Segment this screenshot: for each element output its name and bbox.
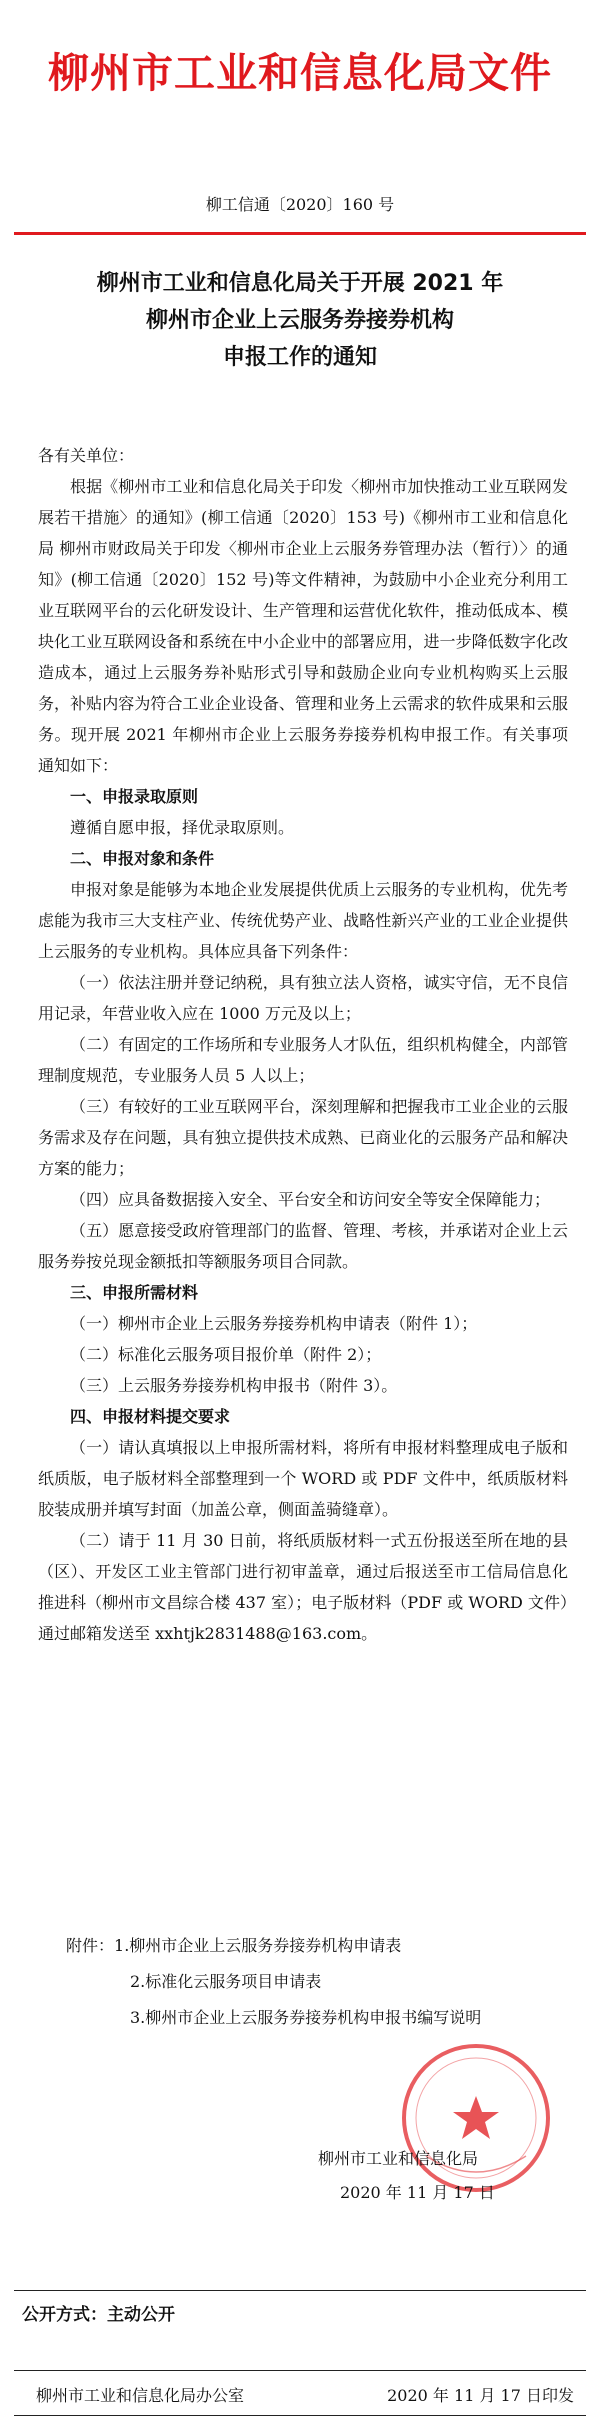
notice-title-line-3: 申报工作的通知 [222,345,377,370]
signature-date: 2020 年 11 月 17 日 [340,2183,495,2202]
footer-divider-middle [14,2370,586,2371]
attachment-row-3 [66,2000,481,2036]
section-2-condition-3: （三）有较好的工业互联网平台，深刻理解和把握我市工业企业的云服务需求及存在问题，具有独立提供技术成熟、已商业化的云服务产品和解决方案的能力； [38,1097,568,1178]
red-divider [14,232,586,235]
section-3-item-3: （三）上云服务券接券机构申报书（附件 3）。 [70,1376,398,1395]
attachments-label: 附件： [66,1936,115,1955]
section-2-condition-4: （四）应具备数据接入安全、平台安全和访问安全等安全保障能力； [70,1190,551,1209]
section-2-condition-5: （五）愿意接受政府管理部门的监督、管理、考核，并承诺对企业上云服务券按兑现金额抵扣等额服务项目合同款。 [38,1221,568,1271]
section-2-condition-2: （二）有固定的工作场所和专业服务人才队伍，组织机构健全，内部管理制度规范，专业服务人员 5 人以上； [38,1035,568,1085]
section-3-item-2: （二）标准化云服务项目报价单（附件 2）； [70,1345,382,1364]
attachment-item: 3.柳州市企业上云服务券接券机构申报书编写说明 [130,2008,482,2027]
footer-divider-bottom [14,2415,586,2416]
attachment-item: 2.标准化云服务项目申请表 [130,1972,322,1991]
issuing-office: 柳州市工业和信息化局办公室 [36,2386,245,2405]
document-number: 柳工信通〔2020〕160 号 [205,195,395,214]
signature-org: 柳州市工业和信息化局 [318,2149,479,2168]
section-1-text: 遵循自愿申报，择优录取原则。 [70,818,295,837]
salutation: 各有关单位： [38,446,135,465]
intro-paragraph: 根据《柳州市工业和信息化局关于印发〈柳州市加快推动工业互联网发展若干措施〉的通知》(柳工信通〔2020〕153 号)《柳州市工业和信息化局 柳州市财政局关于印发〈柳州市企业上云服务券管理办法（暂行）〉的通知》(柳工信通〔2020〕152 号)等文件精神，为鼓励中小企业充分利用工业互联网平台的云化研发设计、生产管理和运营优化软件，推动低成本、模块化工业互联网设备和系统在中小企业中的部署应用，进一步降低数字化改造成本，通过上云服务券补贴形式引导和鼓励企业向专业机构购买上云服务，补贴内容为符合工业企业设备、管理和业务上云需求的软件成果和云服务。现开展 2021 年柳州市企业上云服务券接券机构申报工作。有关事项通知如下： [38,477,568,775]
attachments-list [66,1928,481,2036]
section-4-heading: 四、申报材料提交要求 [70,1407,231,1426]
section-2-heading: 二、申报对象和条件 [70,849,215,868]
section-4-paragraph-2: （二）请于 11 月 30 日前，将纸质版材料一式五份报送至所在地的县（区）、开发区工业主管部门进行初审盖章，通过后报送至市工信局信息化推进科（柳州市文昌综合楼 437 室）；电子版材料（PDF 或 WORD 文件）通过邮箱发送至 xxhtjk2831488@163.com。 [38,1531,568,1643]
attachment-row-1 [66,1928,481,1964]
attachment-row-2 [66,1964,481,2000]
section-2-condition-1: （一）依法注册并登记纳税，具有独立法人资格，诚实守信，无不良信用记录，年营业收入应在 1000 万元及以上； [38,973,568,1023]
print-date: 2020 年 11 月 17 日印发 [387,2386,574,2405]
notice-title [0,265,600,376]
section-2-intro: 申报对象是能够为本地企业发展提供优质上云服务的专业机构，优先考虑能为我市三大支柱产业、传统优势产业、战略性新兴产业的工业企业提供上云服务的专业机构。具体应具备下列条件： [38,880,568,961]
notice-title-line-2: 柳州市企业上云服务券接券机构 [145,308,454,333]
notice-body [38,440,568,1649]
section-4-paragraph-1: （一）请认真填报以上申报所需材料，将所有申报材料整理成电子版和纸质版，电子版材料全部整理到一个 WORD 或 PDF 文件中，纸质版材料胶装成册并填写封面（加盖公章，侧面盖骑缝章）。 [38,1438,568,1519]
section-1-heading: 一、申报录取原则 [70,787,199,806]
disclosure-method: 公开方式：主动公开 [22,2305,175,2325]
notice-title-line-1: 柳州市工业和信息化局关于开展 2021 年 [96,271,504,296]
footer-divider-top [14,2290,586,2291]
signature-block [318,2142,495,2210]
section-3-item-1: （一）柳州市企业上云服务券接券机构申请表（附件 1）； [70,1314,478,1333]
section-3-heading: 三、申报所需材料 [70,1283,199,1302]
document-header-title: 柳州市工业和信息化局文件 [48,49,552,97]
attachment-item: 1.柳州市企业上云服务券接券机构申请表 [114,1936,402,1955]
